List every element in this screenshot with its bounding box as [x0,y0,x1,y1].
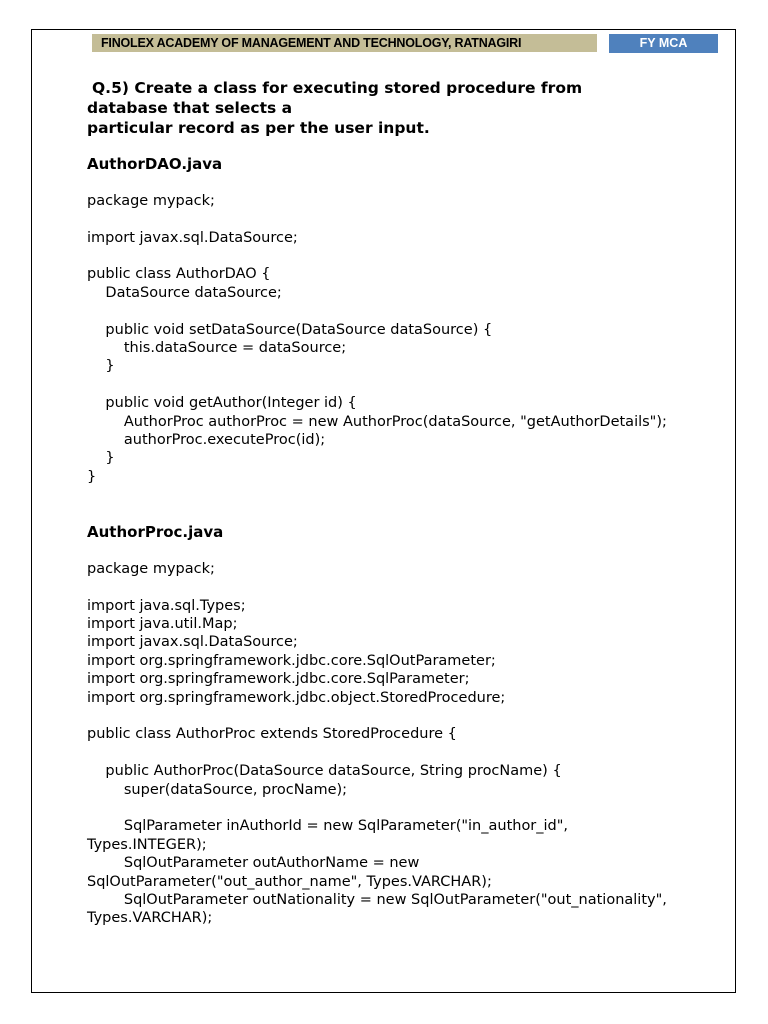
code-line: Types.VARCHAR); [87,910,213,927]
code-line: this.dataSource = dataSource; [87,340,347,356]
code-line: import javax.sql.DataSource; [87,229,298,246]
code-line [87,302,727,320]
code-line: import java.sql.Types; [87,597,246,614]
code-line [87,376,727,394]
code-line: } [87,468,97,485]
file-heading-authordao: AuthorDAO.java [87,155,223,173]
question-line: particular record as per the user input. [87,119,430,137]
code-line: SqlOutParameter("out_author_name", Types.VARCHAR); [87,873,492,890]
code-line: public void getAuthor(Integer id) { [87,395,357,412]
code-block-authorproc [87,560,727,928]
question-line: Q.5) Create a class for executing stored procedure from [92,79,583,97]
code-line: SqlOutParameter outNationality = new SqlOutParameter("out_nationality", [87,892,667,909]
code-line: public AuthorProc(DataSource dataSource, String procName) { [87,763,562,780]
document-body [87,78,727,928]
code-line: public class AuthorDAO { [87,266,271,283]
code-line [87,578,727,596]
code-line: super(dataSource, procName); [87,781,348,798]
code-line: } [87,358,115,375]
code-line: SqlOutParameter outAuthorName = new [87,855,420,872]
code-line: import org.springframework.jdbc.core.SqlOutParameter; [87,652,496,669]
code-line: public void setDataSource(DataSource dataSource) { [87,321,493,338]
code-line: import org.springframework.jdbc.object.StoredProcedure; [87,689,506,706]
code-line: SqlParameter inAuthorId = new SqlParameter("in_author_id", [87,818,569,835]
code-line [87,744,727,762]
header-institute-name: FINOLEX ACADEMY OF MANAGEMENT AND TECHNOLOGY, RATNAGIRI [92,34,597,52]
file-heading-authorproc: AuthorProc.java [87,523,224,542]
code-line: package mypack; [87,192,215,209]
code-line [87,707,727,725]
code-line: import java.util.Map; [87,616,238,633]
code-line: import org.springframework.jdbc.core.SqlParameter; [87,671,470,688]
code-line: AuthorProc authorProc = new AuthorProc(dataSource, "getAuthorDetails"); [87,413,667,430]
question-heading [87,78,727,138]
code-line: import javax.sql.DataSource; [87,634,298,651]
code-block-authordao [87,192,727,486]
code-line [87,799,727,817]
code-line [87,247,727,265]
code-line: package mypack; [87,560,215,577]
header-class-label: FY MCA [609,34,718,53]
code-line: Types.INTEGER); [87,836,207,853]
code-line: authorProc.executeProc(id); [87,432,326,449]
code-line: } [87,450,115,467]
code-line: public class AuthorProc extends StoredProcedure { [87,726,457,743]
code-line [87,210,727,228]
question-line: database that selects a [87,99,293,117]
code-line: DataSource dataSource; [87,284,282,301]
